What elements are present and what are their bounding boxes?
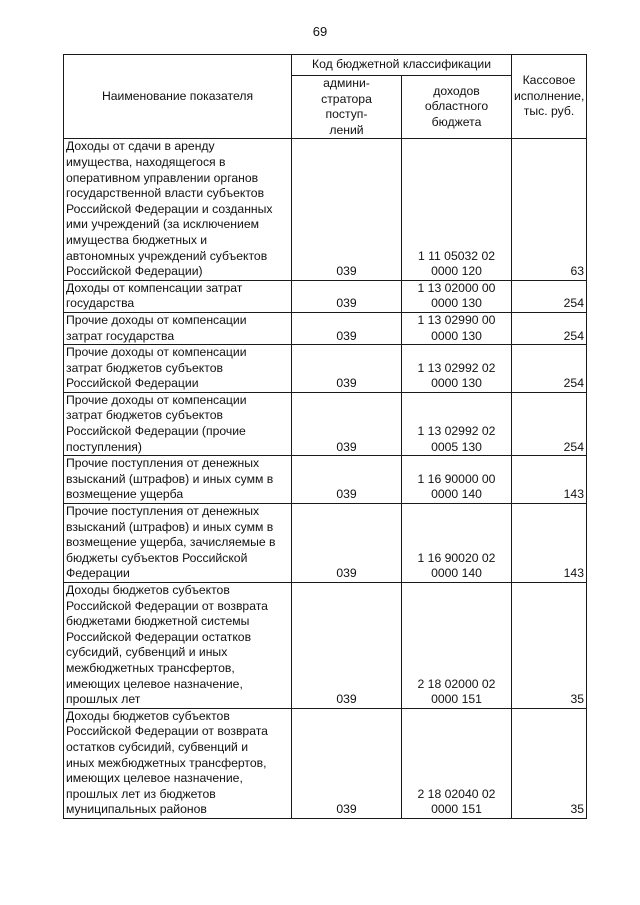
row-amount-cell: 35 [512,583,587,709]
row-admin-code-cell: 039 [292,583,402,709]
row-income-code-cell: 1 13 02000 00 0000 130 [402,280,512,312]
row-name-cell: Прочие доходы от компенсации затрат государства [64,312,292,344]
table-row [64,312,587,344]
row-amount-cell: 254 [512,345,587,393]
row-name-cell: Прочие доходы от компенсации затрат бюджетов субъектов Российской Федерации (прочие поступления) [64,392,292,455]
row-amount-cell: 254 [512,312,587,344]
header-admin: админи- стратора поступ- лений [292,76,402,139]
row-admin-code-cell: 039 [292,280,402,312]
row-income-code-cell: 1 13 02992 02 0000 130 [402,345,512,393]
budget-table [63,54,587,819]
header-amount: Кассовое исполнение, тыс. руб. [512,55,587,139]
table-row [64,139,587,280]
header-classification: Код бюджетной классификации [292,55,512,76]
table-row [64,345,587,393]
table-row [64,456,587,504]
row-income-code-cell: 1 16 90020 02 0000 140 [402,504,512,583]
row-amount-cell: 143 [512,456,587,504]
header-income: доходов областного бюджета [402,76,512,139]
row-income-code-cell: 2 18 02040 02 0000 151 [402,708,512,818]
row-name-cell: Доходы от компенсации затрат государства [64,280,292,312]
row-amount-cell: 35 [512,708,587,818]
row-admin-code-cell: 039 [292,456,402,504]
row-income-code-cell: 1 16 90000 00 0000 140 [402,456,512,504]
row-name-cell: Доходы бюджетов субъектов Российской Федерации от возврата бюджетами бюджетной системы Российской Федерации остатков субсидий, субвенций и иных межбюджетных трансфертов, имеющих целевое назначение, прошлых лет [64,583,292,709]
table-row [64,280,587,312]
header-name: Наименование показателя [64,55,292,139]
row-income-code-cell: 1 13 02990 00 0000 130 [402,312,512,344]
row-admin-code-cell: 039 [292,139,402,280]
table-row [64,504,587,583]
row-amount-cell: 63 [512,139,587,280]
row-name-cell: Прочие поступления от денежных взысканий (штрафов) и иных сумм в возмещение ущерба, зачисляемые в бюджеты субъектов Российской Федерации [64,504,292,583]
row-admin-code-cell: 039 [292,708,402,818]
row-income-code-cell: 1 13 02992 02 0005 130 [402,392,512,455]
row-income-code-cell: 2 18 02000 02 0000 151 [402,583,512,709]
table-row [64,708,587,818]
table-row [64,392,587,455]
row-amount-cell: 143 [512,504,587,583]
row-admin-code-cell: 039 [292,504,402,583]
row-name-cell: Прочие поступления от денежных взысканий (штрафов) и иных сумм в возмещение ущерба [64,456,292,504]
row-income-code-cell: 1 11 05032 02 0000 120 [402,139,512,280]
row-admin-code-cell: 039 [292,345,402,393]
row-name-cell: Доходы от сдачи в аренду имущества, находящегося в оперативном управлении органов государственной власти субъектов Российской Федерации и созданных ими учреждений (за исключением имущества бюджетных и автономных учреждений субъектов Российской Федерации) [64,139,292,280]
row-name-cell: Доходы бюджетов субъектов Российской Федерации от возврата остатков субсидий, субвенций и иных межбюджетных трансфертов, имеющих целевое назначение, прошлых лет из бюджетов муниципальных районов [64,708,292,818]
row-amount-cell: 254 [512,280,587,312]
row-amount-cell: 254 [512,392,587,455]
header-row-1 [64,55,587,76]
page-number: 69 [312,24,328,39]
table-row [64,583,587,709]
row-admin-code-cell: 039 [292,392,402,455]
row-name-cell: Прочие доходы от компенсации затрат бюджетов субъектов Российской Федерации [64,345,292,393]
row-admin-code-cell: 039 [292,312,402,344]
